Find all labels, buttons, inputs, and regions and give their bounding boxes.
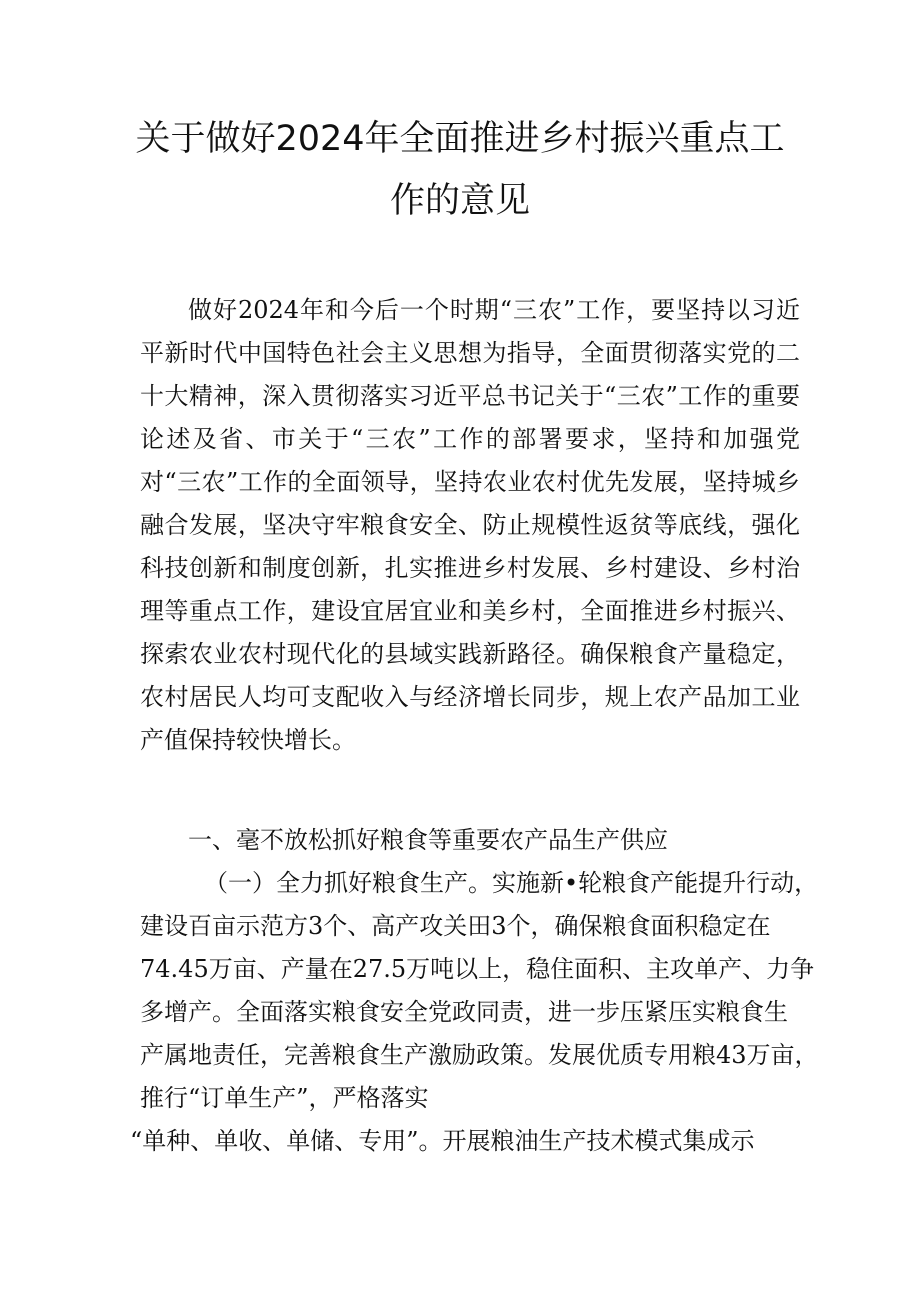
sub-paragraph-line: 建设百亩示范方3个、高产攻关田3个，确保粮食面积稳定在 — [140, 912, 771, 940]
sub-paragraph-line: （一）全力抓好粮食生产。实施新•轮粮食产能提升行动， — [204, 869, 819, 897]
sub-paragraph-line: “单种、单收、单储、专用”。开展粮油生产技术模式集成示 — [130, 1127, 755, 1155]
title-line-2: 作的意见 — [389, 181, 530, 221]
sub-paragraph-line: 74.45万亩、产量在27.5万吨以上，稳住面积、主攻单产、力争 — [140, 955, 815, 983]
section-heading: 一、毫不放松抓好粮食等重要农产品生产供应 — [188, 826, 668, 854]
sub-paragraph-line: 多增产。全面落实粮食安全党政同责，进一步压紧压实粮食生 — [140, 998, 788, 1026]
sub-paragraph-line: 产属地责任，完善粮食生产激励政策。发展优质专用粮43万亩， — [140, 1041, 819, 1069]
title-line-1: 关于做好2024年全面推进乡村振兴重点工 — [135, 119, 785, 159]
intro-paragraph: 做好2024年和今后一个时期“三农”工作，要坚持以习近平新时代中国特色社会主义思想为指导，全面贯彻落实党的二十大精神，深入贯彻落实习近平总书记关于“三农”工作的重要论述及省、市关于“三农”工作的部署要求，坚持和加强党对“三农”工作的全面领导，坚持农业农村优先发展，坚持城乡融合发展，坚决守牢粮食安全、防止规模性返贫等底线，强化科技创新和制度创新，扎实推进乡村发展、乡村建设、乡村治理等重点工作，建设宜居宜业和美乡村，全面推进乡村振兴、探索农业农村现代化的县域实践新路径。确保粮食产量稳定，农村居民人均可支配收入与经济增长同步，规上农产品加工业产值保持较快增长。 — [140, 296, 800, 754]
sub-paragraph — [130, 862, 819, 1163]
sub-paragraph-line: 推行“订单生产”，严格落实 — [140, 1084, 429, 1112]
document-title — [120, 108, 800, 232]
